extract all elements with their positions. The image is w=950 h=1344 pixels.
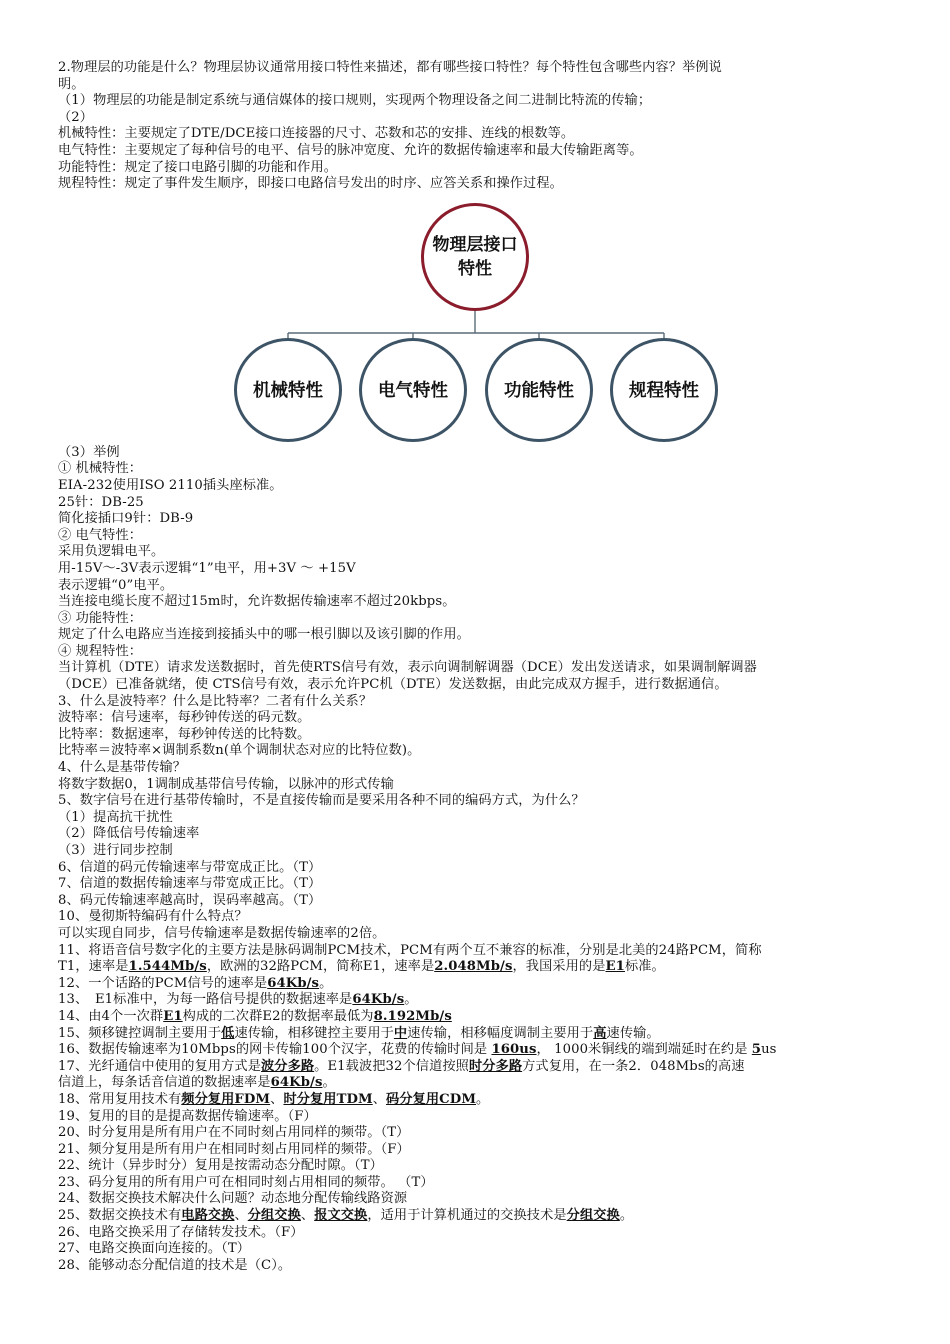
text-line [58,1026,894,1043]
text-line [58,926,894,943]
text-segment: 6、信道的码元传输速率与带宽成正比。（T） [58,859,322,875]
text-segment: ， 1000米铜线的端到端延时在约是 [536,1042,752,1058]
text-line [58,727,894,744]
answer-blank: 电路交换 [181,1208,235,1224]
answer-blank: 2.048Mb/s [434,959,513,975]
child-node-mechanical: 机械特性 [234,338,342,442]
text-segment: 28、能够动态分配信道的技术是（C）。 [58,1257,292,1273]
text-line [58,627,894,644]
text-line [58,511,894,528]
text-line [58,760,894,777]
text-line [58,1042,894,1059]
text-line [58,992,894,1009]
text-line [58,77,894,94]
text-segment: 。 [404,992,418,1008]
answer-blank: 高 [593,1025,607,1041]
text-line [58,1125,894,1142]
text-line [58,1225,894,1242]
text-segment: 19、复用的目的是提高数据传输速率。（F） [58,1108,317,1124]
text-segment: ④ 规程特性： [58,643,143,659]
answer-blank: 1.544Mb/s [128,959,207,975]
child-node-functional: 功能特性 [485,338,593,442]
text-segment: 22、统计（异步时分）复用是按需动态分配时隙。（T） [58,1158,383,1174]
text-line [58,1142,894,1159]
text-line [58,1158,894,1175]
text-segment: 15、频移键控调制主要用于 [58,1025,222,1041]
text-line [58,976,894,993]
text-segment: 采用负逻辑电平。 [58,544,165,560]
text-segment: 简化接插口9针：DB-9 [58,511,194,527]
text-segment: 14、由4个一次群 [58,1008,164,1024]
answer-blank: 160us [491,1042,537,1058]
text-segment: （1）提高抗干扰性 [58,809,173,825]
text-segment: 27、电路交换面向连接的。（T） [58,1241,251,1257]
text-segment: 、 [234,1208,248,1224]
text-segment: 可以实现自同步，信号传输速率是数据传输速率的2倍。 [58,925,386,941]
text-segment: 功能特性：规定了接口电路引脚的功能和作用。 [58,159,338,175]
text-segment: 、 [270,1091,284,1107]
text-segment: ，适用于计算机通过的交换技术是 [367,1208,567,1224]
text-line [58,826,894,843]
text-segment: 2.物理层的功能是什么？物理层协议通常用接口特性来描述，都有哪些接口特性？每个特性包含哪些内容？举例说 [58,60,722,75]
text-segment: 速传输，相移键控主要用于 [234,1025,394,1041]
answer-blank: 中 [393,1025,408,1041]
text-line [58,1075,894,1092]
text-segment: （1）物理层的功能是制定系统与通信媒体的接口规则，实现两个物理设备之间二进制比特流的传输； [58,93,652,109]
text-line [58,1059,894,1076]
child-node-electrical: 电气特性 [359,338,467,442]
text-segment: 25、数据交换技术有 [58,1208,182,1224]
text-segment: 速传输，相移幅度调制主要用于 [407,1025,594,1041]
text-segment: ① 机械特性： [58,461,143,477]
text-line [58,544,894,561]
text-segment: 方式复用，在一条2．048Mbs的高速 [522,1058,745,1074]
text-segment: 用-15V～-3V表示逻辑“1”电平，用+3V ～ +15V [58,560,356,576]
answer-blank: 报文交换 [314,1208,368,1224]
text-line [58,594,894,611]
text-segment: 12、一个话路的PCM信号的速率是 [58,975,268,991]
answer-blank: 时分多路 [468,1058,523,1074]
text-line [58,943,894,960]
text-line [58,644,894,661]
text-segment: 明。 [58,76,85,92]
text-line [58,528,894,545]
text-line [58,93,894,110]
text-segment: （DCE）已准备就绪，使 CTS信号有效，表示允许PC机（DTE）发送数据，由此完成双方握手，进行数据通信。 [58,677,728,693]
text-line [58,143,894,160]
text-segment: 比特率：数据速率，每秒钟传送的比特数。 [58,726,311,742]
text-segment: ，欧洲的32路PCM，简称E1，速率是 [206,959,435,975]
text-segment: 规程特性：规定了事件发生顺序，即接口电路信号发出的时序、应答关系和操作过程。 [58,176,563,192]
text-line [58,160,894,177]
child-node-procedural: 规程特性 [610,338,718,442]
text-segment: 电气特性：主要规定了每种信号的电平、信号的脉冲宽度、允许的数据传输速率和最大传输距离等。 [58,142,643,158]
text-segment: 速传输。 [606,1025,660,1041]
text-segment: 将数字数据0，1调制成基带信号传输，以脉冲的形式传输 [58,776,394,792]
intro-section [58,60,894,193]
text-segment: ② 电气特性： [58,527,143,543]
text-segment: 7、信道的数据传输速率与带宽成正比。（T） [58,876,322,892]
text-line [58,860,894,877]
text-segment: 4、什么是基带传输？ [58,760,187,776]
text-segment: 信道上，每条话音信道的数据速率是 [58,1075,271,1091]
text-line [58,1092,894,1109]
text-line [58,660,894,677]
text-line [58,909,894,926]
text-segment: 24、数据交换技术解决什么问题？动态地分配传输线路资源 [58,1191,408,1207]
answer-blank: E1 [605,959,625,975]
answer-blank: 频分复用FDM [181,1091,271,1107]
body-section [58,445,894,1275]
text-segment: 3、什么是波特率？什么是比特率？二者有什么关系？ [58,693,373,709]
answer-blank: 64Kb/s [352,992,405,1008]
text-segment: T1，速率是 [58,959,129,975]
document-page [58,60,894,1274]
text-line [58,478,894,495]
text-line [58,461,894,478]
text-segment: 23、码分复用的所有用户可在相同时刻占用相同的频带。 （T） [58,1174,434,1190]
text-line [58,893,894,910]
text-segment: 26、电路交换采用了存储转发技术。（F） [58,1224,304,1240]
text-segment: 构成的二次群E2的数据率最低为 [182,1008,374,1024]
text-line [58,810,894,827]
text-line [58,1258,894,1275]
text-segment: 25针：DB-25 [58,494,144,510]
text-line [58,611,894,628]
text-line [58,1241,894,1258]
text-segment: EIA-232使用ISO 2110插头座标准。 [58,477,283,493]
text-line [58,445,894,462]
text-line [58,110,894,127]
answer-blank: E1 [163,1008,183,1024]
text-segment: 。 [619,1208,634,1224]
text-segment: 表示逻辑“0”电平。 [58,577,174,593]
text-segment: 11、将语音信号数字化的主要方法是脉码调制PCM技术，PCM有两个互不兼容的标准，分别是北美的24路PCM，简称 [58,942,762,958]
text-line [58,843,894,860]
text-line [58,1208,894,1225]
text-segment: 5、数字信号在进行基带传输时，不是直接传输而是要采用各种不同的编码方式，为什么？ [58,793,585,809]
text-segment: 波特率：信号速率，每秒钟传送的码元数。 [58,710,311,726]
root-node: 物理层接口特性 [421,203,529,311]
text-segment: （3）进行同步控制 [58,843,173,858]
text-segment: 、 [300,1208,315,1224]
text-segment: 标准。 [624,959,665,975]
text-segment: 10、曼彻斯特编码有什么特点？ [58,909,248,925]
text-segment: 18、常用复用技术有 [58,1091,182,1107]
text-segment: 。 [322,1075,336,1091]
text-segment: 8、码元传输速率越高时，误码率越高。（T） [58,892,322,908]
answer-blank: 64Kb/s [267,975,320,991]
text-segment: 当连接电缆长度不超过15m时，允许数据传输速率不超过20kbps。 [58,594,456,610]
text-segment: 。 [319,975,333,991]
text-line [58,876,894,893]
text-segment: ，我国采用的是 [512,959,606,975]
text-line [58,1109,894,1126]
answer-blank: 波分多路 [261,1058,315,1074]
text-line [58,694,894,711]
text-segment: 规定了什么电路应当连接到接插头中的哪一根引脚以及该引脚的作用。 [58,627,470,643]
text-segment: 17、光纤通信中使用的复用方式是 [58,1058,262,1074]
text-line [58,1191,894,1208]
text-segment: 机械特性：主要规定了DTE/DCE接口连接器的尺寸、芯数和芯的安排、连线的根数等。 [58,126,575,142]
text-line [58,561,894,578]
answer-blank: 分组交换 [247,1208,301,1224]
text-line [58,60,894,77]
interface-diagram [58,193,894,445]
answer-blank: 时分复用TDM [283,1091,373,1107]
text-segment: （2） [58,109,94,125]
answer-blank: 低 [221,1025,235,1041]
text-line [58,677,894,694]
text-segment: 、 [372,1091,387,1107]
text-line [58,793,894,810]
answer-blank: 5 [751,1042,762,1058]
text-line [58,578,894,595]
answer-blank: 8.192Mb/s [373,1008,452,1024]
answer-blank: 分组交换 [566,1208,620,1224]
text-segment: 16、数据传输速率为10Mbps的网卡传输100个汉字，花费的传输时间是 [58,1042,492,1058]
text-segment: 。E1载波把32个信道按照 [314,1058,469,1074]
text-line [58,777,894,794]
text-line [58,126,894,143]
text-segment: （3）举例 [58,444,120,460]
text-segment: 。 [476,1091,490,1107]
text-line [58,710,894,727]
text-line [58,495,894,512]
text-segment: 当计算机（DTE）请求发送数据时，首先使RTS信号有效，表示向调制解调器（DCE）发出发送请求，如果调制解调器 [58,660,757,676]
answer-blank: 码分复用CDM [386,1091,477,1107]
text-segment: 比特率＝波特率×调制系数n(单个调制状态对应的比特位数)。 [58,743,421,759]
text-line [58,959,894,976]
text-line [58,743,894,760]
text-segment: 21、频分复用是所有用户在相同时刻占用同样的频带。（F） [58,1141,410,1157]
text-segment: 20、时分复用是所有用户在不同时刻占用同样的频带。（T） [58,1125,410,1141]
text-segment: （2）降低信号传输速率 [58,826,200,842]
text-line [58,176,894,193]
text-segment: 13、 E1标准中，为每一路信号提供的数据速率是 [58,992,353,1008]
text-line [58,1175,894,1192]
text-segment: us [761,1042,777,1058]
answer-blank: 64Kb/s [270,1075,323,1091]
text-line [58,1009,894,1026]
text-segment: ③ 功能特性： [58,610,143,626]
